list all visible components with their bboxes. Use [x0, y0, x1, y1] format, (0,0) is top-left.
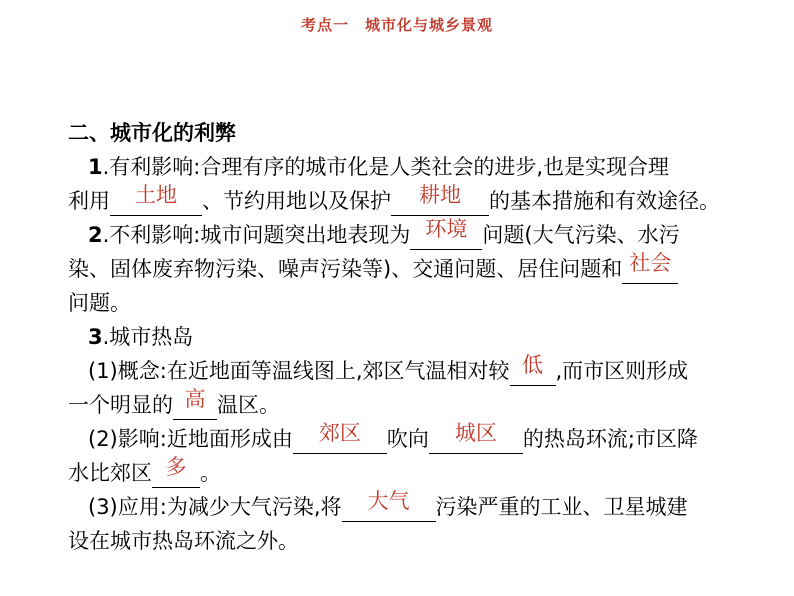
text: 的基本措施和有效途径。 — [489, 189, 720, 213]
text: .不利影响:城市问题突出地表现为 — [102, 223, 411, 247]
paragraph-2-line-3: 问题。 — [68, 291, 131, 315]
text: 问题(大气污染、水污 — [482, 223, 680, 247]
answer-text: 社会 — [629, 251, 672, 275]
text: 一个明显的 — [68, 393, 173, 417]
item-number: 2 — [88, 223, 103, 247]
answer-text: 高 — [184, 387, 206, 411]
impact-line-2 — [68, 456, 768, 490]
answer-blank — [622, 251, 678, 284]
answer-text: 大气 — [367, 489, 410, 513]
answer-text: 耕地 — [419, 183, 461, 207]
text: (2)影响:近地面形成由 — [88, 427, 293, 451]
paragraph-2-line-2 — [68, 252, 768, 286]
text: 污染严重的工业、卫星城建 — [435, 495, 688, 519]
answer-text: 环境 — [425, 217, 468, 241]
answer-blank — [110, 183, 202, 216]
text: 温区。 — [217, 393, 280, 417]
text: 吹向 — [386, 427, 429, 451]
answer-blank — [391, 183, 489, 216]
answer-blank — [293, 421, 387, 454]
impact-line-1 — [68, 422, 768, 456]
paragraph-3-title — [68, 320, 768, 354]
text: 利用 — [68, 189, 110, 213]
application-line-1 — [68, 490, 768, 524]
text: 染、固体废弃物污染、噪声污染等)、交通问题、居住问题和 — [68, 257, 623, 281]
answer-blank — [342, 489, 436, 522]
text: ,而市区则形成 — [555, 359, 689, 383]
text: (1)概念:在近地面等温线图上,郊区气温相对较 — [88, 359, 510, 383]
paragraph-2-line-1 — [68, 218, 768, 252]
answer-blank — [152, 455, 200, 488]
answer-blank — [173, 387, 217, 420]
answer-blank — [510, 353, 556, 386]
answer-text: 土地 — [135, 183, 177, 207]
answer-blank — [429, 421, 523, 454]
page-header-title: 考点一 城市化与城乡景观 — [300, 16, 493, 34]
answer-text: 城区 — [454, 421, 497, 445]
text: 的热岛环流;市区降 — [522, 427, 698, 451]
text: .城市热岛 — [102, 325, 194, 349]
text: 。 — [200, 461, 221, 485]
answer-text: 多 — [165, 455, 187, 479]
paragraph-1-line-2 — [68, 184, 768, 218]
item-number: 3 — [88, 325, 103, 349]
paragraph-1-line-1 — [68, 150, 768, 184]
text: 、节约用地以及保护 — [202, 189, 391, 213]
answer-text: 郊区 — [318, 421, 361, 445]
item-number: 1 — [88, 155, 103, 179]
text: .有利影响:合理有序的城市化是人类社会的进步,也是实现合理 — [102, 155, 670, 179]
section-title: 二、城市化的利弊 — [68, 121, 236, 145]
text: 水比郊区 — [68, 461, 152, 485]
answer-text: 低 — [522, 353, 543, 377]
document-body — [68, 116, 768, 558]
application-line-2: 设在城市热岛环流之外。 — [68, 529, 299, 553]
answer-blank — [410, 217, 482, 250]
concept-line-1 — [68, 354, 768, 388]
text: (3)应用:为减少大气污染,将 — [88, 495, 342, 519]
concept-line-2 — [68, 388, 768, 422]
